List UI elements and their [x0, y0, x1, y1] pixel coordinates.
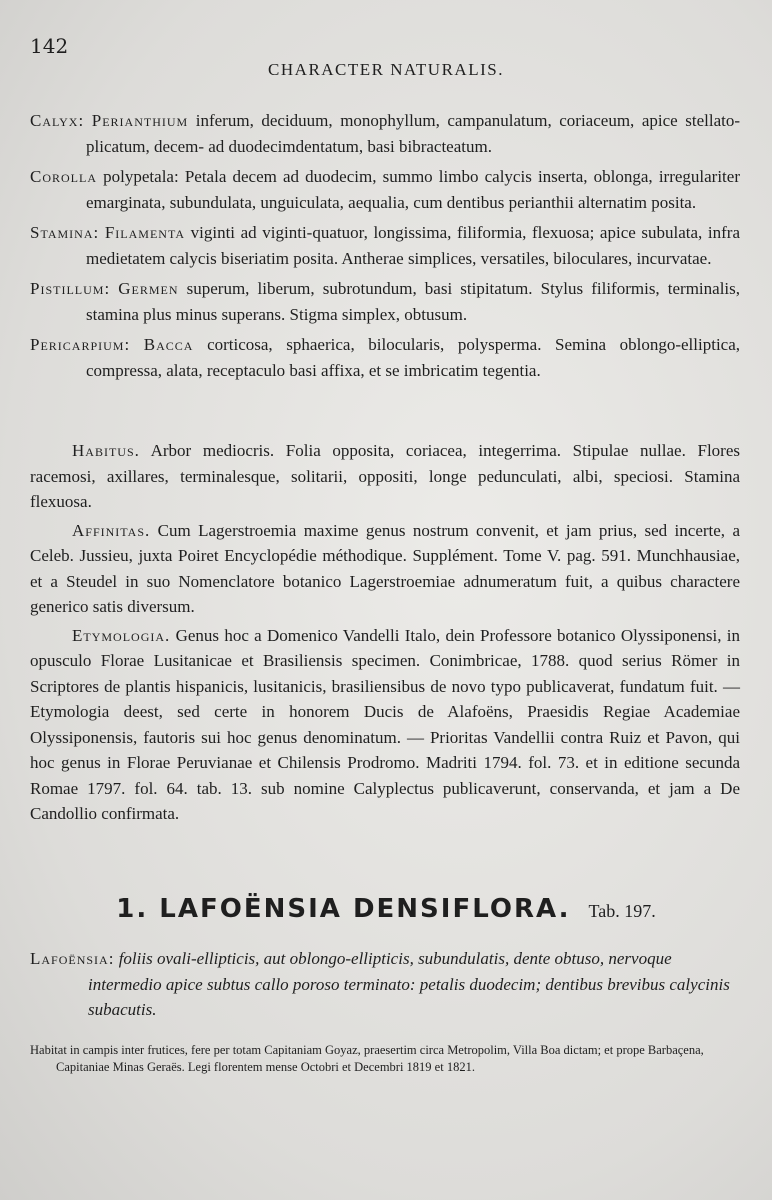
character-text: inferum, deciduum, monophyllum, campanulatum, coriaceum, apice stellato-plicatum, decem- ad duodecimdentatum, basi bibracteatum.	[86, 111, 740, 156]
character-list	[30, 108, 740, 388]
character-term: Bacca	[143, 335, 194, 354]
character-label: Pistillum:	[30, 279, 111, 298]
character-text: polypetala: Petala decem ad duodecim, summo limbo calycis inserta, oblonga, irregulariter emarginata, subundulata, unguiculata, aequalia, cum dentibus perianthii alternatim posita.	[86, 167, 740, 212]
diagnosis-label: Lafoënsia:	[30, 949, 115, 968]
character-term: Germen	[118, 279, 179, 298]
character-calyx	[30, 108, 740, 159]
habitat-note: Habitat in campis inter frutices, fere per totam Capitaniam Goyaz, praesertim circa Metropolim, Villa Boa dictam; et prope Barbaçena, Capitaniae Minas Geraës. Legi florentem mense Octobri et Decembri 1819 et 1821.	[30, 1043, 704, 1074]
character-term: Filamenta	[104, 223, 185, 242]
affinitas-text: Cum Lagerstroemia maxime genus nostrum convenit, et jam prius, sed incerte, a Celeb. Jussieu, juxta Poiret Encyclopédie méthodique. Supplément. Tome V. pag. 591. Munchhausiae, et a Steudel in suo Nomenclatore botanico Lagerstroemiae adnumeratum fuit, a quibus charactere generico satis diversum.	[30, 520, 740, 616]
running-title: CHARACTER NATURALIS.	[268, 60, 504, 79]
character-label: Corolla	[30, 167, 98, 186]
character-label: Stamina:	[30, 223, 100, 242]
diagnosis-text: foliis ovali-ellipticis, aut oblongo-ellipticis, subundulatis, dente obtuso, nervoque intermedio apice subtus callo poroso terminato: petalis duodecim; dentibus brevibus calycinis subacutis.	[88, 949, 730, 1019]
character-pericarpium	[30, 332, 740, 383]
character-corolla	[30, 164, 740, 215]
etymologia-text: Genus hoc a Domenico Vandelli Italo, dein Professore botanico Olyssiponensi, in opusculo Florae Lusitanicae et Brasiliensis specimen. Conimbricae, 1788. quod serius Römer in Scriptores de plantis hispanicis, lusitanicis, brasiliensibus de novo typo publicaverat, fundatum fuit. — Etymologia deest, sed certe in honorem Ducis de Alafoëns, Praesidis Regiae Academiae Olyssiponensis, fautoris sui hoc genus denominatum. — Prioritas Vandellii contra Ruiz et Pavon, qui hoc genus in Florae Peruvianae et Chilensis Prodromo. Madriti 1794. fol. 73. et in editione secunda Romae 1797. fol. 64. tab. 13. sub nomine Calyplectus publicaverunt, conservanda, et jam a De Candollio confirmata.	[30, 625, 740, 823]
character-label: Pericarpium:	[30, 335, 131, 354]
habitus-paragraph	[30, 438, 740, 515]
character-text: corticosa, sphaerica, bilocularis, polysperma. Semina oblongo-elliptica, compressa, alata, receptaculo basi affixa, et se imbricatim tegentia.	[86, 335, 741, 380]
affinitas-label: Affinitas.	[72, 520, 151, 540]
affinitas-paragraph	[30, 518, 740, 620]
character-term: Perianthium	[91, 111, 189, 130]
description-block	[30, 438, 740, 830]
character-stamina	[30, 220, 740, 271]
character-text: viginti ad viginti-quatuor, longissima, filiformia, flexuosa; apice subulata, infra medietatem calycis biseriatim posita. Antherae simplices, versatiles, biloculares, incurvatae.	[86, 223, 741, 268]
species-heading	[0, 894, 772, 924]
etymologia-paragraph	[30, 623, 740, 827]
habitus-text: Arbor mediocris. Folia opposita, coriacea, integerrima. Stipulae nullae. Flores racemosi, axillares, terminalesque, solitarii, oppositi, longe pedunculati, albi, speciosi. Stamina flexuosa.	[30, 441, 740, 511]
page-number: 142	[30, 34, 69, 58]
habitus-label: Habitus.	[72, 441, 140, 460]
character-label: Calyx:	[30, 111, 85, 130]
character-text: superum, liberum, subrotundum, basi stipitatum. Stylus filiformis, terminalis, stamina plus minus superans. Stigma simplex, obtusum.	[86, 279, 741, 324]
species-diagnosis	[30, 946, 740, 1023]
character-pistillum	[30, 276, 740, 327]
etymologia-label: Etymologia.	[72, 625, 171, 645]
plate-reference: Tab. 197.	[588, 901, 656, 921]
species-title: 1. LAFOËNSIA DENSIFLORA.	[116, 894, 571, 924]
